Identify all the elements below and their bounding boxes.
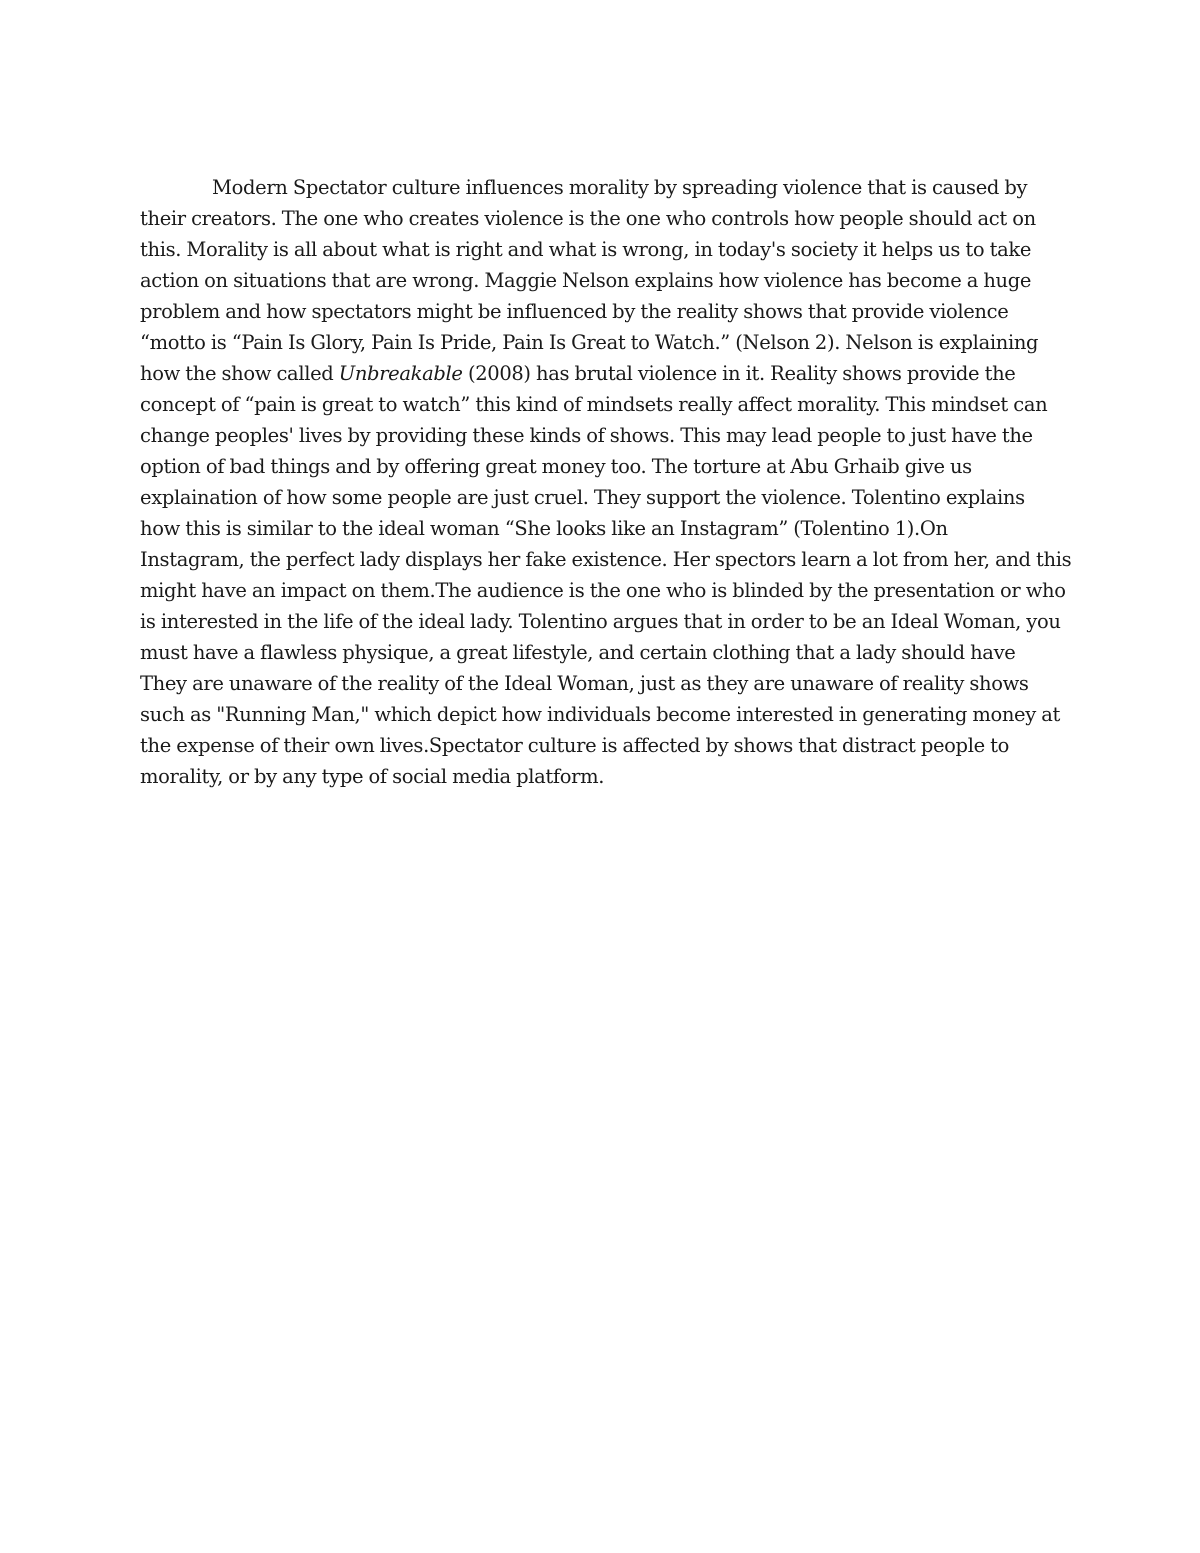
paragraph-line: action on situations that are wrong. Maggie Nelson explains how violence has become a huge <box>140 269 1032 292</box>
paragraph-line: concept of “pain is great to watch” this kind of mindsets really affect morality. This mindset can <box>140 393 1048 416</box>
paragraph-line <box>140 358 1070 389</box>
paragraph-line: Modern Spectator culture influences morality by spreading violence that is caused by <box>212 176 1028 199</box>
paragraph-line: morality, or by any type of social media platform. <box>140 765 605 788</box>
line-text: how the show called <box>140 362 339 385</box>
paragraph-line: the expense of their own lives.Spectator culture is affected by shows that distract people to <box>140 734 1009 757</box>
paragraph-line: change peoples' lives by providing these kinds of shows. This may lead people to just have the <box>140 424 1033 447</box>
line-text: (2008) has brutal violence in it. Reality shows provide the <box>462 362 1016 385</box>
paragraph-line: “motto is “Pain Is Glory, Pain Is Pride, Pain Is Great to Watch.” (Nelson 2). Nelson is explaining <box>140 331 1039 354</box>
show-title: Unbreakable <box>338 362 463 385</box>
paragraph-line: their creators. The one who creates violence is the one who controls how people should act on <box>140 207 1036 230</box>
paragraph-line: this. Morality is all about what is right and what is wrong, in today's society it helps us to take <box>140 238 1032 261</box>
paragraph-line: how this is similar to the ideal woman “She looks like an Instagram” (Tolentino 1).On <box>140 517 948 540</box>
paragraph-line: might have an impact on them.The audience is the one who is blinded by the presentation or who <box>140 579 1066 602</box>
paragraph-line: must have a flawless physique, a great lifestyle, and certain clothing that a lady should have <box>140 641 1016 664</box>
paragraph-line: such as "Running Man," which depict how individuals become interested in generating money at <box>140 703 1061 726</box>
paragraph-line: problem and how spectators might be influenced by the reality shows that provide violence <box>140 300 1009 323</box>
paragraph-line: is interested in the life of the ideal lady. Tolentino argues that in order to be an Ideal Woman, you <box>140 610 1061 633</box>
essay-paragraph <box>140 172 1070 792</box>
paragraph-line: option of bad things and by offering great money too. The torture at Abu Grhaib give us <box>140 455 972 478</box>
paragraph-line: They are unaware of the reality of the Ideal Woman, just as they are unaware of reality shows <box>140 672 1029 695</box>
paragraph-line: explaination of how some people are just cruel. They support the violence. Tolentino explains <box>140 486 1025 509</box>
paragraph-line: Instagram, the perfect lady displays her fake existence. Her spectors learn a lot from her, and this <box>140 548 1072 571</box>
